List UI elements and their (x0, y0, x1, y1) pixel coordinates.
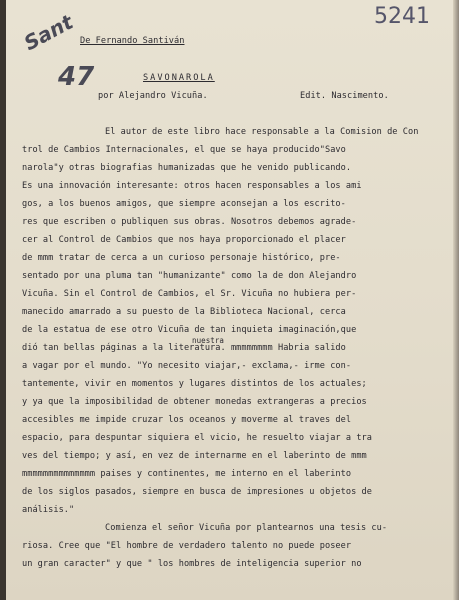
body-line: de la estatua de ese otro Vicuña de tan inquieta imaginación,que (22, 325, 357, 335)
body-line: riosa. Cree que "El hombre de verdadero talento no puede poseer (22, 541, 352, 551)
body-line: tantemente, vivir en momentos y lugares distintos de los actuales; (22, 379, 367, 389)
body-line: gos, a los buenos amigos, que siempre aconsejan a los escrito- (22, 199, 346, 209)
body-line: sentado por una pluma tan "humanizante" como la de don Alejandro (22, 271, 357, 281)
body-line: y ya que la imposibilidad de obtener monedas extrangeras a precios (22, 397, 367, 407)
body-line: manecido amarrado a su puesto de la Biblioteca Nacional, cerca (22, 307, 346, 317)
body-line: cer al Control de Cambios que nos haya proporcionado el placer (22, 235, 346, 245)
body-line: accesibles me impide cruzar los oceanos y moverme al traves del (22, 415, 352, 425)
publisher: Edit. Nascimento. (300, 91, 389, 101)
body-line: dió tan bellas páginas a la literatura. mmmmmmmm Habria salido (22, 343, 346, 353)
body-line: a vagar por el mundo. "Yo necesito viajar,- exclama,- irme con- (22, 361, 352, 371)
body-line: un gran caracter" y que " los hombres de inteligencia superior no (22, 559, 362, 569)
body-line: trol de Cambios Internacionales, el que se haya producido"Savo (22, 145, 346, 155)
body-line: de los siglos pasados, siempre en busca de impresiones u objetos de (22, 487, 372, 497)
page-right-edge (453, 0, 459, 600)
page-left-edge (0, 0, 6, 600)
body-line: de mmm tratar de cerca a un curioso personaje histórico, pre- (22, 253, 341, 263)
body-line: espacio, para despuntar siquiera el vicio, he resuelto viajar a tra (22, 433, 372, 443)
by-line: por Alejandro Vicuña. (98, 91, 208, 101)
body-line: Es una innovación interesante: otros hacen responsables a los ami (22, 181, 362, 191)
body-line: El autor de este libro hace responsable a la Comision de Con (105, 127, 419, 137)
body-line: res que escriben o publiquen sus obras. Nosotros debemos agrade- (22, 217, 357, 227)
body-line: narola"y otras biografias humanizadas que he venido publicando. (22, 163, 352, 173)
inserted-word: nuestra (192, 336, 224, 345)
body-line: mmmmmmmmmmmmmm paises y continentes, me interno en el laberinto (22, 469, 352, 479)
book-title: SAVONAROLA (143, 73, 215, 83)
body-line: ves del tiempo; y así, en vez de internarme en el laberinto de mmm (22, 451, 367, 461)
author-line: De Fernando Santiván (80, 36, 185, 46)
body-line: Comienza el señor Vicuña por plantearnos una tesis cu- (105, 523, 388, 533)
handwritten-number: 47 (58, 62, 95, 92)
body-line: análisis." (22, 505, 75, 515)
body-line: Vicuña. Sin el Control de Cambios, el Sr. Vicuña no hubiera per- (22, 289, 357, 299)
handwritten-sant: Sant (20, 9, 77, 56)
archive-code: 5241 (374, 4, 430, 29)
